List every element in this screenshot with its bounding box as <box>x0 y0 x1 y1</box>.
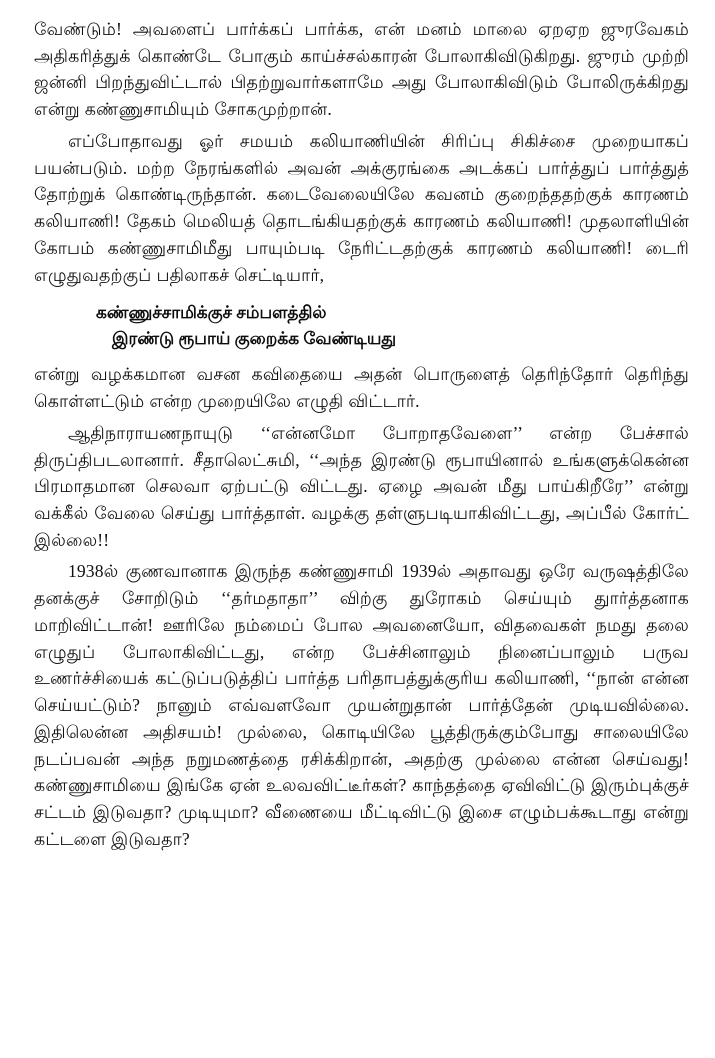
verse-block <box>34 300 689 351</box>
verse-line-2: இரண்டு ரூபாய் குறைக்க வேண்டியது <box>112 328 397 348</box>
verse-line-1: கண்ணுச்சாமிக்குச் சம்பளத்தில் <box>96 303 327 323</box>
paragraph-1: வேண்டும்! அவளைப் பார்க்கப் பார்க்க, என் மனம் மாலை ஏறஏற ஜுரவேகம் அதிகரித்துக் கொண்டே போகும் காய்ச்சல்காரன் போலாகிவிடுகிறது. ஜுரம் முற்றி ஜன்னி பிறந்துவிட்டால் பிதற்றுவார்களாமே அது போலாகிவிடும் போலிருக்கிறது என்று கண்ணுசாமியும் சோகமுற்றான். <box>34 19 689 120</box>
paragraph-5: 1938ல் குணவானாக இருந்த கண்ணுசாமி 1939ல் அதாவது ஒரே வருஷத்திலே தனக்குச் சோறிடும் ‘‘தர்மதாதா’’ விற்கு துரோகம் செய்யும் துார்த்தனாக மாறிவிட்டான்! ஊரிலே நம்மைப் போல அவனையோ, விதவைகள் நமது தலை எழுதுப் போலாகிவிட்டது, என்ற பேச்சினாலும் நினைப்பாலும் பருவ உணர்ச்சியைக் கட்டுப்படுத்திப் பார்த்த பரிதாபத்துக்குரிய கலியாணி, ‘‘நான் என்ன செய்யட்டும்? நானும் எவ்வளவோ முயன்றுதான் பார்த்தேன் முடியவில்லை. இதிலென்ன அதிசயம்! முல்லை, கொடியிலே பூத்திருக்கும்போது சாலையிலே நடப்பவன் அந்த நறுமணத்தை ரசிக்கிறான், அதற்கு முல்லை என்ன செய்வது! கண்ணுசாமியை இங்கே ஏன் உலவவிட்டீர்கள்? காந்தத்தை ஏவிவிட்டு இரும்புக்குச் சட்டம் இடுவதா? முடியுமா? வீணையை மீட்டிவிட்டு இசை எழும்பக்கூடாது என்று கட்டளை இடுவதா? <box>34 561 689 849</box>
paragraph-3: என்று வழக்கமான வசன கவிதையை அதன் பொருளைத் தெரிந்தோர் தெரிந்து கொள்ளட்டும் என்ற முறையிலே எழுதி விட்டார். <box>34 364 689 412</box>
paragraph-4: ஆதிநாராயணநாயுடு ‘‘என்னமோ போறாதவேளை’’ என்ற பேச்சால் திருப்திபடலானார். சீதாலெட்சுமி, ‘‘அந்த இரண்டு ரூபாயினால் உங்களுக்கென்ன பிரமாதமான செலவா ஏற்பட்டு விட்டது. ஏழை அவன் மீது பாய்கிறீரே’’ என்று வக்கீல் வேலை செய்து பார்த்தாள். வழக்கு தள்ளுபடியாகிவிட்டது, அப்பீல் கோர்ட் இல்லை!! <box>34 422 689 550</box>
paragraph-2: எப்போதாவது ஓர் சமயம் கலியாணியின் சிரிப்பு சிகிச்சை முறையாகப் பயன்படும். மற்ற நேரங்களில் அவன் அக்குரங்கை அடக்கப் பார்த்துப் பார்த்துத் தோற்றுக் கொண்டிருந்தான். கடைவேலையிலே கவனம் குறைந்ததற்குக் காரணம் கலியாணி! தேகம் மெலியத் தொடங்கியதற்குக் காரணம் கலியாணி! முதலாளியின் கோபம் கண்ணுசாமிமீது பாயும்படி நேரிட்டதற்குக் காரணம் கலியாணி! டைரி எழுதுவதற்குப் பதிலாகச் செட்டியார், <box>34 130 689 285</box>
